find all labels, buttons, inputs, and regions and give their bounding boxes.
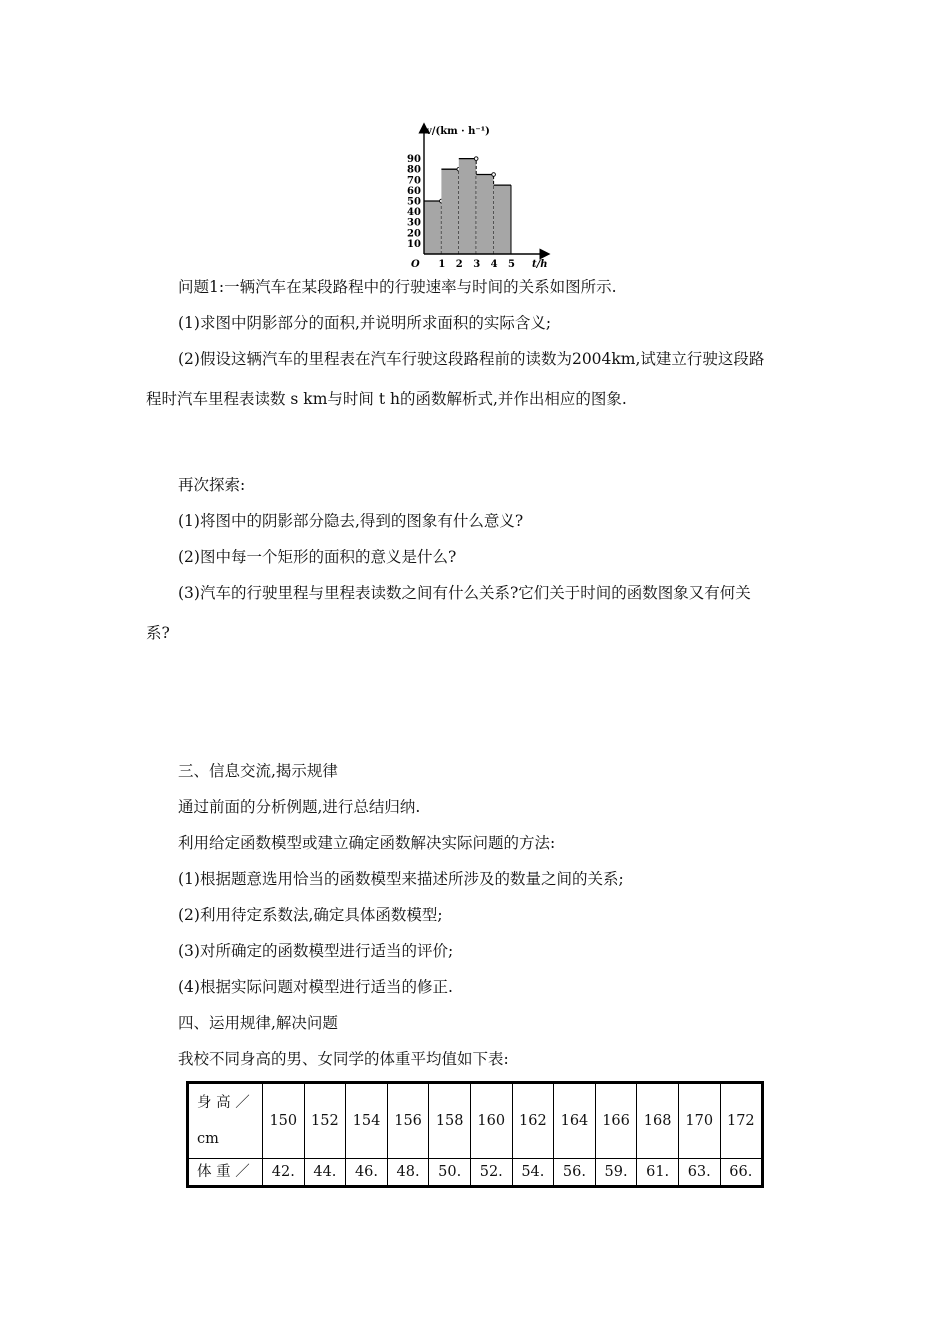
section-4-title: 四、运用规律,解决问题 [178,1014,338,1032]
speed-bar [424,201,441,254]
weight-cell: 61. [637,1159,679,1187]
height-cell: 168 [637,1083,679,1159]
method-4: (4)根据实际问题对模型进行适当的修正. [178,978,453,996]
height-cell: 164 [554,1083,596,1159]
method-2: (2)利用待定系数法,确定具体函数模型; [178,906,443,924]
weight-cell: 54. [512,1159,554,1187]
weight-cell: 44. [304,1159,346,1187]
x-tick-label: 3 [473,259,481,268]
open-endpoint [492,173,496,177]
section-3-para-2: 利用给定函数模型或建立确定函数解决实际问题的方法: [178,834,556,852]
problem-intro: 问题1:一辆汽车在某段路程中的行驶速率与时间的关系如图所示. [178,278,617,296]
height-cell: 160 [470,1083,512,1159]
height-header-line-1: 身 高 ／ [197,1095,250,1111]
y-tick-label: 50 [407,196,421,208]
height-cell: 170 [678,1083,720,1159]
question-2-line-1: (2)假设这辆汽车的里程表在汽车行驶这段路程前的读数为2004km,试建立行驶这段路 [178,350,765,368]
y-tick-label: 80 [407,164,421,176]
y-tick-label: 40 [407,207,421,219]
y-tick-label: 90 [407,154,421,166]
height-weight-table [186,1081,764,1188]
speed-bar [494,185,511,254]
method-3: (3)对所确定的函数模型进行适当的评价; [178,942,454,960]
weight-cell: 46. [346,1159,388,1187]
height-cell: 158 [429,1083,471,1159]
weight-header: 体 重 ／ [188,1159,263,1187]
explore-item-1: (1)将图中的阴影部分隐去,得到的图象有什么意义? [178,512,524,530]
y-tick-label: 60 [407,185,421,197]
question-2-line-2: 程时汽车里程表读数 s km与时间 t h的函数解析式,并作出相应的图象. [146,390,627,408]
y-tick-label: 70 [407,175,421,187]
height-header [188,1083,263,1159]
origin-label: O [411,259,420,268]
speed-bar [459,159,476,254]
table-row-weight [188,1159,763,1187]
y-axis-label: v/(km · h⁻¹) [426,126,490,137]
explore-title: 再次探索: [178,476,246,494]
height-cell: 150 [263,1083,305,1159]
speed-bar [441,169,458,254]
height-cell: 166 [595,1083,637,1159]
open-endpoint [474,157,478,161]
y-tick-label: 30 [407,217,421,229]
question-1: (1)求图中阴影部分的面积,并说明所求面积的实际含义; [178,314,552,332]
weight-cell: 56. [554,1159,596,1187]
height-header-line-2: cm [197,1131,219,1147]
explore-item-3-line-1: (3)汽车的行驶里程与里程表读数之间有什么关系?它们关于时间的函数图象又有何关 [178,584,751,602]
x-tick-label: 1 [438,259,446,268]
x-tick-label: 5 [508,259,515,268]
section-4-para-1: 我校不同身高的男、女同学的体重平均值如下表: [178,1050,509,1068]
weight-cell: 59. [595,1159,637,1187]
height-cell: 162 [512,1083,554,1159]
section-3-para-1: 通过前面的分析例题,进行总结归纳. [178,798,421,816]
weight-cell: 48. [387,1159,429,1187]
x-tick-label: 2 [455,259,463,268]
x-tick-label: 4 [490,259,498,268]
weight-cell: 66. [720,1159,763,1187]
weight-cell: 50. [429,1159,471,1187]
weight-cell: 63. [678,1159,720,1187]
x-axis-label: t/h [532,259,548,268]
height-cell: 172 [720,1083,763,1159]
weight-cell: 52. [470,1159,512,1187]
weight-cell: 42. [263,1159,305,1187]
speed-bar [476,175,493,255]
height-cell: 154 [346,1083,388,1159]
speed-time-chart [390,118,560,268]
section-3-title: 三、信息交流,揭示规律 [178,762,338,780]
explore-item-2: (2)图中每一个矩形的面积的意义是什么? [178,548,457,566]
chart-bars [424,157,511,254]
y-tick-label: 20 [407,228,421,240]
height-cell: 152 [304,1083,346,1159]
explore-item-3-line-2: 系? [146,624,170,642]
y-tick-label: 10 [407,238,421,250]
method-1: (1)根据题意选用恰当的函数模型来描述所涉及的数量之间的关系; [178,870,624,888]
height-cell: 156 [387,1083,429,1159]
table-row-height [188,1083,763,1159]
